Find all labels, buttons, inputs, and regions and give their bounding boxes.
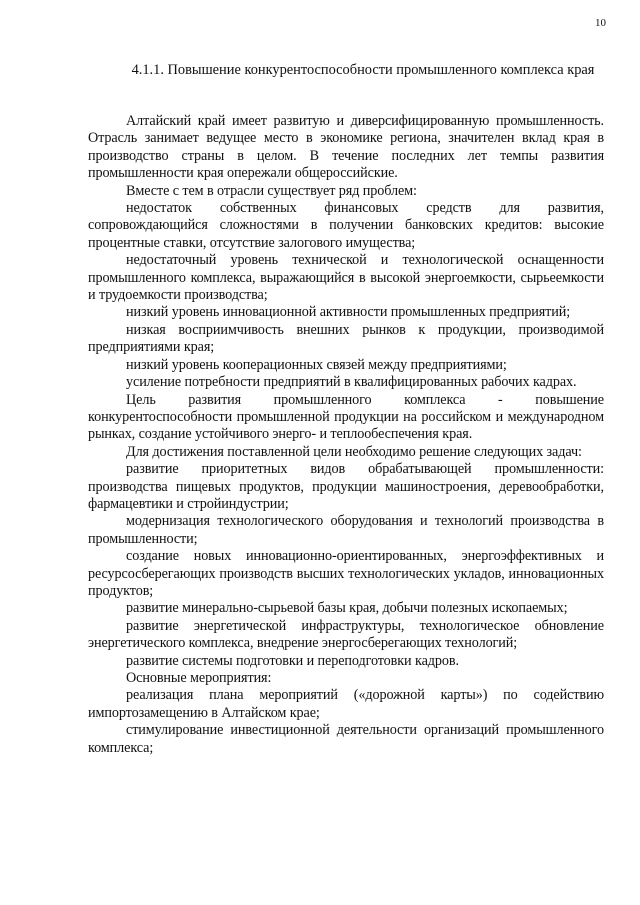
list-item-problem: недостаток собственных финансовых средств для развития, сопровождающийся сложностями в получении банковских кредитов: высокие процентные ставки, отсутствие залогового имущества; bbox=[88, 200, 604, 251]
paragraph-measures-intro: Основные мероприятия: bbox=[126, 670, 272, 686]
list-item-task: создание новых инновационно-ориентированных, энергоэффективных и ресурсосберегающих производств высших технологических укладов, инновационных продуктов; bbox=[88, 548, 604, 599]
list-item-problem: низкий уровень кооперационных связей между предприятиями; bbox=[126, 356, 507, 373]
list-item-task: развитие приоритетных видов обрабатывающей промышленности: производства пищевых продуктов, продукции машиностроения, деревообработки, фармацевтики и стройиндустрии; bbox=[88, 461, 604, 512]
document-body bbox=[88, 113, 604, 757]
list-item-problem: низкая восприимчивость внешних рынков к продукции, производимой предприятиями края; bbox=[88, 321, 604, 356]
list-item-measure: реализация плана мероприятий («дорожной карты») по содействию импортозамещению в Алтайском крае; bbox=[88, 687, 604, 721]
list-item-task: развитие энергетической инфраструктуры, технологическое обновление энергетического комплекса, внедрение энергосберегающих технологий; bbox=[88, 617, 604, 652]
paragraph-intro: Алтайский край имеет развитую и диверсифицированную промышленность. Отрасль занимает ведущее место в экономике региона, значителен вклад края в производство страны в целом. В течение последних лет темпы развития промышленности края опережали общероссийские. bbox=[88, 113, 604, 182]
paragraph-tasks-intro: Для достижения поставленной цели необходимо решение следующих задач: bbox=[126, 443, 582, 460]
list-item-problem: усиление потребности предприятий в квалифицированных рабочих кадрах. bbox=[126, 374, 577, 391]
paragraph-goal: Цель развития промышленного комплекса - повышение конкурентоспособности промышленной продукции на российском и международном рынках, создание устойчивого энерго- и теплообеспечения края. bbox=[88, 391, 604, 443]
list-item-task: развитие системы подготовки и переподготовки кадров. bbox=[126, 652, 459, 669]
page-number: 10 bbox=[595, 17, 606, 29]
list-item-task: модернизация технологического оборудования и технологий производства в промышленности; bbox=[88, 513, 604, 547]
list-item-task: развитие минерально-сырьевой базы края, добычи полезных ископаемых; bbox=[126, 600, 568, 617]
list-item-measure: стимулирование инвестиционной деятельности организаций промышленного комплекса; bbox=[88, 722, 604, 756]
section-title: 4.1.1. Повышение конкурентоспособности промышленного комплекса края bbox=[131, 62, 595, 78]
paragraph-problems-intro: Вместе с тем в отрасли существует ряд проблем: bbox=[126, 182, 417, 199]
list-item-problem: недостаточный уровень технической и технологической оснащенности промышленного комплекса, выражающийся в высокой энергоемкости, сырьеемкости и трудоемкости производства; bbox=[88, 252, 604, 304]
list-item-problem: низкий уровень инновационной активности промышленных предприятий; bbox=[126, 304, 571, 321]
